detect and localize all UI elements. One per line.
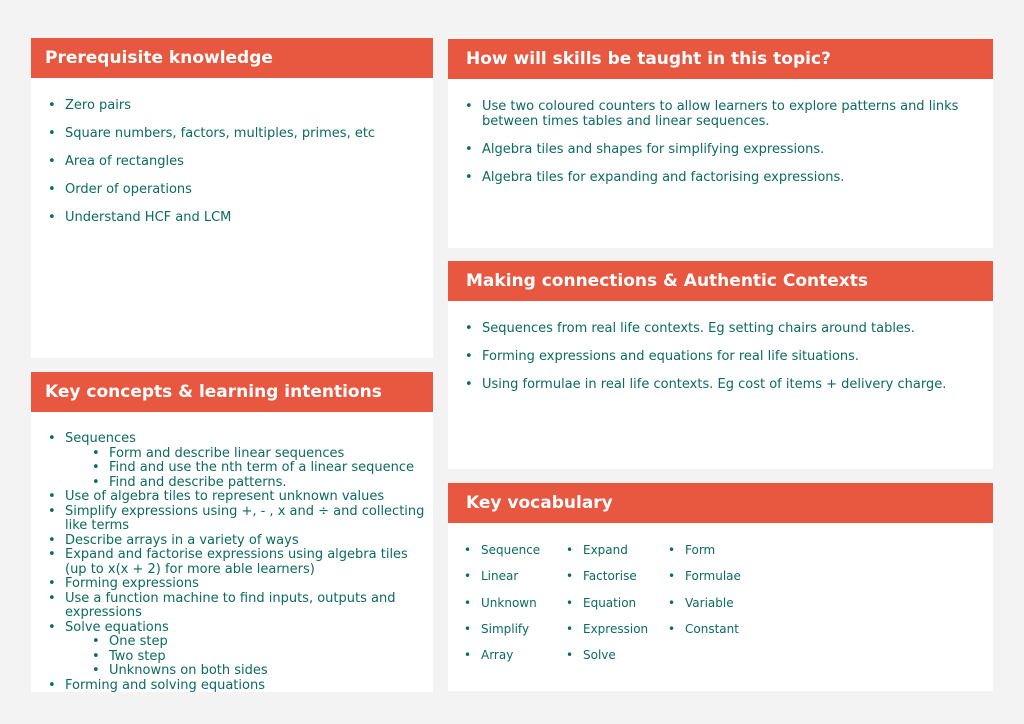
vocab-item: • Expand [583, 542, 648, 558]
prerequisite-header: Prerequisite knowledge [31, 38, 433, 78]
list-item: • Use a function machine to find inputs, outputs and expressions [65, 592, 425, 621]
list-item: • Algebra tiles and shapes for simplifying expressions. [482, 142, 972, 157]
sequences-sublist [109, 447, 425, 491]
list-item: • Expand and factorise expressions using algebra tiles (up to x(x + 2) for more able learners) [65, 548, 425, 577]
key-concepts-header: Key concepts & learning intentions [31, 372, 433, 412]
skills-list [482, 99, 972, 198]
vocabulary-header: Key vocabulary [448, 483, 993, 523]
prerequisite-list [65, 97, 375, 237]
list-item: • Square numbers, factors, multiples, primes, etc [65, 125, 375, 143]
list-item: • Area of rectangles [65, 153, 375, 171]
vocab-item: • Variable [685, 595, 741, 611]
vocab-item: • Constant [685, 621, 741, 637]
skills-header: How will skills be taught in this topic? [448, 39, 993, 79]
list-item [65, 432, 425, 490]
solve-sublist [109, 635, 425, 679]
key-concepts-card [31, 372, 433, 692]
vocabulary-column [481, 542, 540, 673]
skills-card [448, 39, 993, 248]
vocab-item: • Sequence [481, 542, 540, 558]
list-item: • Forming expressions and equations for real life situations. [482, 348, 982, 366]
list-item: • Using formulae in real life contexts. Eg cost of items + delivery charge. [482, 376, 982, 394]
list-item: • Simplify expressions using +, - , x and ÷ and collecting like terms [65, 505, 425, 534]
connections-header: Making connections & Authentic Contexts [448, 261, 993, 301]
vocabulary-column [583, 542, 648, 673]
vocab-item: • Form [685, 542, 741, 558]
list-item: • Find and describe patterns. [109, 476, 425, 491]
vocab-item: • Array [481, 647, 540, 663]
list-item: • One step [109, 635, 425, 650]
list-item: • Forming and solving equations [65, 679, 425, 694]
vocab-item: • Factorise [583, 568, 648, 584]
key-concepts-list [65, 432, 425, 693]
list-item: • Zero pairs [65, 97, 375, 115]
vocab-item: • Solve [583, 647, 648, 663]
vocab-item: • Simplify [481, 621, 540, 637]
vocab-item: • Expression [583, 621, 648, 637]
prerequisite-card [31, 38, 433, 358]
list-item: • Sequences from real life contexts. Eg setting chairs around tables. [482, 320, 982, 338]
list-item: • Forming expressions [65, 577, 425, 592]
list-item: • Understand HCF and LCM [65, 209, 375, 227]
connections-card [448, 261, 993, 469]
vocab-item: • Formulae [685, 568, 741, 584]
vocab-item: • Unknown [481, 595, 540, 611]
list-item: • Order of operations [65, 181, 375, 199]
list-item [65, 621, 425, 679]
list-item: • Describe arrays in a variety of ways [65, 534, 425, 549]
list-item: • Form and describe linear sequences [109, 447, 425, 462]
list-item: • Use of algebra tiles to represent unknown values [65, 490, 425, 505]
list-item: • Unknowns on both sides [109, 664, 425, 679]
connections-list [482, 320, 982, 404]
vocabulary-card [448, 483, 993, 691]
vocab-item: • Linear [481, 568, 540, 584]
list-item: • Algebra tiles for expanding and factorising expressions. [482, 170, 972, 185]
list-item: • Find and use the nth term of a linear sequence [109, 461, 425, 476]
vocabulary-column [685, 542, 741, 647]
list-item: • Two step [109, 650, 425, 665]
list-item: • Use two coloured counters to allow learners to explore patterns and links between times tables and linear sequences. [482, 99, 972, 129]
list-item-label: Solve equations [65, 619, 169, 635]
list-item-label: Sequences [65, 431, 136, 446]
vocab-item: • Equation [583, 595, 648, 611]
